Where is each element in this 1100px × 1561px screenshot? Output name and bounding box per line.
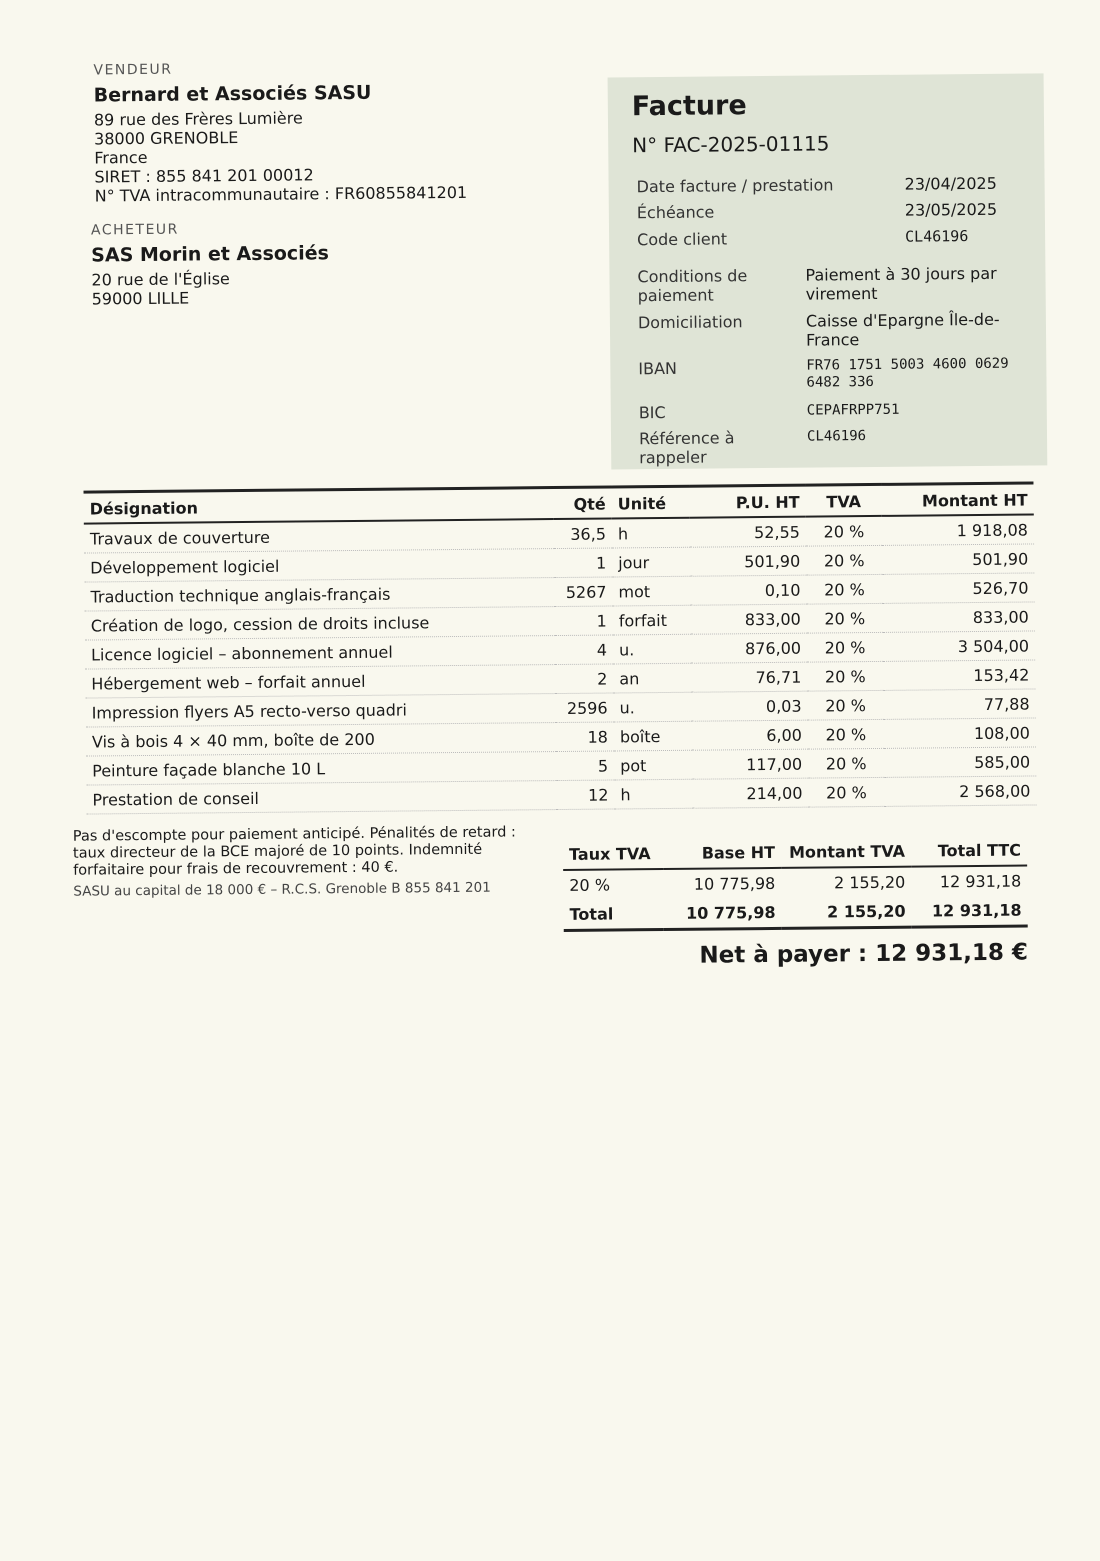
item-amount: 1 918,08	[882, 514, 1034, 545]
meta-row-bank	[637, 309, 1028, 350]
meta-value: 23/04/2025	[904, 173, 997, 194]
item-unit-price: 6,00	[692, 720, 808, 750]
items-table	[84, 481, 1037, 814]
item-unit: h	[612, 518, 690, 548]
item-unit: jour	[612, 547, 690, 577]
vat-header-row	[563, 836, 1027, 870]
buyer-address-line: 59000 LILLE	[91, 288, 190, 309]
item-amount: 2 568,00	[884, 776, 1036, 806]
vat-total-amount: 2 155,20	[781, 897, 911, 929]
item-amount: 833,00	[883, 602, 1035, 632]
meta-row-date	[636, 173, 1027, 197]
item-unit-price: 876,00	[691, 633, 807, 663]
col-unit-price: P.U. HT	[735, 492, 800, 513]
item-vat: 20 %	[807, 632, 883, 662]
item-qty: 4	[555, 635, 613, 665]
item-designation: Licence logiciel – abonnement annuel	[85, 636, 555, 670]
seller-label: VENDEUR	[93, 61, 173, 79]
item-vat: 20 %	[808, 748, 884, 778]
col-qty: Qté	[573, 494, 606, 514]
item-designation: Impression flyers A5 recto-verso quadri	[85, 694, 555, 728]
item-designation: Peinture façade blanche 10 L	[86, 752, 556, 786]
vat-ttc: 12 931,18	[939, 871, 1022, 892]
col-amount: Montant HT	[921, 490, 1028, 511]
item-unit-price: 0,03	[691, 691, 807, 721]
item-qty: 5267	[554, 577, 612, 607]
item-qty: 12	[556, 780, 614, 810]
item-amount: 77,88	[883, 689, 1035, 719]
item-designation: Prestation de conseil	[86, 781, 556, 815]
vat-summary-table	[563, 836, 1028, 932]
item-unit: mot	[612, 576, 690, 606]
item-unit: u.	[613, 692, 691, 722]
vat-col-base: Base HT	[663, 838, 781, 869]
item-vat: 20 %	[806, 516, 882, 546]
item-unit-price: 76,71	[691, 662, 807, 692]
item-qty: 36,5	[554, 519, 612, 549]
item-unit-price: 833,00	[691, 604, 807, 634]
item-vat: 20 %	[806, 574, 882, 604]
item-amount: 501,90	[882, 544, 1034, 574]
payment-notes	[73, 824, 544, 901]
item-amount: 153,42	[883, 660, 1035, 690]
seller-name: Bernard et Associés SASU	[93, 81, 372, 107]
vat-col-amount: Montant TVA	[781, 837, 911, 868]
item-unit: boîte	[614, 721, 692, 751]
meta-key: BIC	[638, 402, 666, 423]
col-unit: Unité	[617, 493, 667, 514]
invoice-title: Facture	[631, 90, 747, 123]
item-qty: 2	[555, 664, 613, 694]
buyer-block	[91, 220, 329, 308]
notes-text: Pas d'escompte pour paiement anticipé. Pénalités de retard : taux directeur de la BCE majoré de 10 points. Indemnité forfaitaire pour frais de recouvrement : 40 €.	[72, 824, 516, 879]
seller-address-line: 89 rue des Frères Lumière	[93, 108, 303, 130]
item-designation: Développement logiciel	[84, 549, 554, 583]
meta-value: Paiement à 30 jours par virement	[805, 263, 997, 304]
vat-total-ttc: 12 931,18	[911, 896, 1027, 928]
col-vat: TVA	[826, 492, 862, 512]
vat-total-base: 10 775,98	[663, 898, 781, 930]
meta-row-bic	[638, 399, 1029, 423]
item-designation: Travaux de couverture	[84, 519, 554, 553]
meta-key: Conditions de paiement	[637, 266, 748, 306]
item-unit-price: 117,00	[692, 749, 808, 779]
item-unit-price: 0,10	[690, 575, 806, 605]
meta-key: IBAN	[638, 358, 678, 379]
item-designation: Création de logo, cession de droits incluse	[85, 607, 555, 641]
vat-base: 10 775,98	[693, 873, 776, 894]
item-amount: 108,00	[884, 718, 1036, 748]
vat-col-ttc: Total TTC	[911, 836, 1027, 867]
meta-row-payment-terms	[637, 263, 1027, 306]
seller-vat-number: N° TVA intracommunautaire : FR60855841201	[94, 182, 468, 206]
meta-key: Date facture / prestation	[636, 175, 834, 197]
seller-block	[93, 59, 467, 206]
buyer-label: ACHETEUR	[90, 221, 179, 239]
meta-value: Caisse d'Epargne Île-de-France	[805, 309, 1000, 350]
meta-key: Référence à rappeler	[638, 428, 735, 468]
meta-row-client-code	[637, 227, 1027, 250]
col-designation: Désignation	[89, 498, 199, 519]
item-unit: h	[614, 779, 692, 809]
item-unit: an	[613, 663, 691, 693]
invoice-number: N° FAC-2025-01115	[632, 131, 830, 158]
item-amount: 3 504,00	[883, 631, 1035, 661]
item-designation: Traduction technique anglais-français	[84, 578, 554, 612]
item-designation: Hébergement web – forfait annuel	[85, 665, 555, 699]
meta-value: 23/05/2025	[904, 199, 998, 220]
vat-total-row	[563, 896, 1027, 931]
vat-col-rate: Taux TVA	[563, 839, 663, 870]
item-amount: 526,70	[882, 573, 1034, 603]
item-vat: 20 %	[807, 603, 883, 633]
net-to-pay: Net à payer : 12 931,18 €	[699, 939, 1029, 969]
item-vat: 20 %	[808, 719, 884, 749]
buyer-name: SAS Morin et Associés	[91, 242, 329, 267]
item-qty: 2596	[555, 693, 613, 723]
vat-amount: 2 155,20	[833, 872, 906, 893]
item-designation: Vis à bois 4 × 40 mm, boîte de 200	[86, 723, 556, 757]
meta-key: Échéance	[636, 202, 715, 223]
meta-key: Code client	[637, 229, 728, 250]
meta-value: CEPAFRPP751	[806, 401, 900, 419]
vat-row	[563, 866, 1027, 900]
meta-row-due-date	[636, 199, 1027, 223]
item-unit: u.	[613, 634, 691, 664]
item-qty: 5	[556, 751, 614, 781]
item-unit: pot	[614, 750, 692, 780]
item-qty: 1	[554, 548, 612, 578]
vat-total-label: Total	[563, 899, 663, 930]
item-unit-price: 501,90	[690, 546, 806, 576]
seller-address-line: France	[94, 147, 148, 168]
meta-value: CL46196	[806, 428, 867, 445]
item-qty: 1	[555, 606, 613, 636]
item-amount: 585,00	[884, 747, 1036, 777]
item-vat: 20 %	[808, 777, 884, 807]
item-vat: 20 %	[806, 545, 882, 575]
item-unit-price: 214,00	[692, 778, 808, 808]
legal-mention: SASU au capital de 18 000 € – R.C.S. Grenoble B 855 841 201	[73, 879, 491, 900]
item-vat: 20 %	[807, 690, 883, 720]
item-unit: forfait	[613, 605, 691, 635]
vat-rate: 20 %	[569, 875, 611, 895]
seller-address-line: 38000 GRENOBLE	[94, 128, 239, 149]
meta-row-reference	[638, 425, 1029, 468]
seller-siret: SIRET : 855 841 201 00012	[94, 165, 314, 187]
item-vat: 20 %	[807, 661, 883, 691]
item-unit-price: 52,55	[690, 517, 806, 548]
buyer-address-line: 20 rue de l'Église	[91, 269, 230, 290]
meta-value: CL46196	[905, 227, 969, 246]
item-qty: 18	[556, 722, 614, 752]
meta-row-iban	[638, 355, 1028, 391]
meta-key: Domiciliation	[637, 312, 743, 333]
meta-value: FR76 1751 5003 4600 0629 6482 336	[806, 355, 1009, 391]
invoice-meta-box	[608, 73, 1048, 469]
